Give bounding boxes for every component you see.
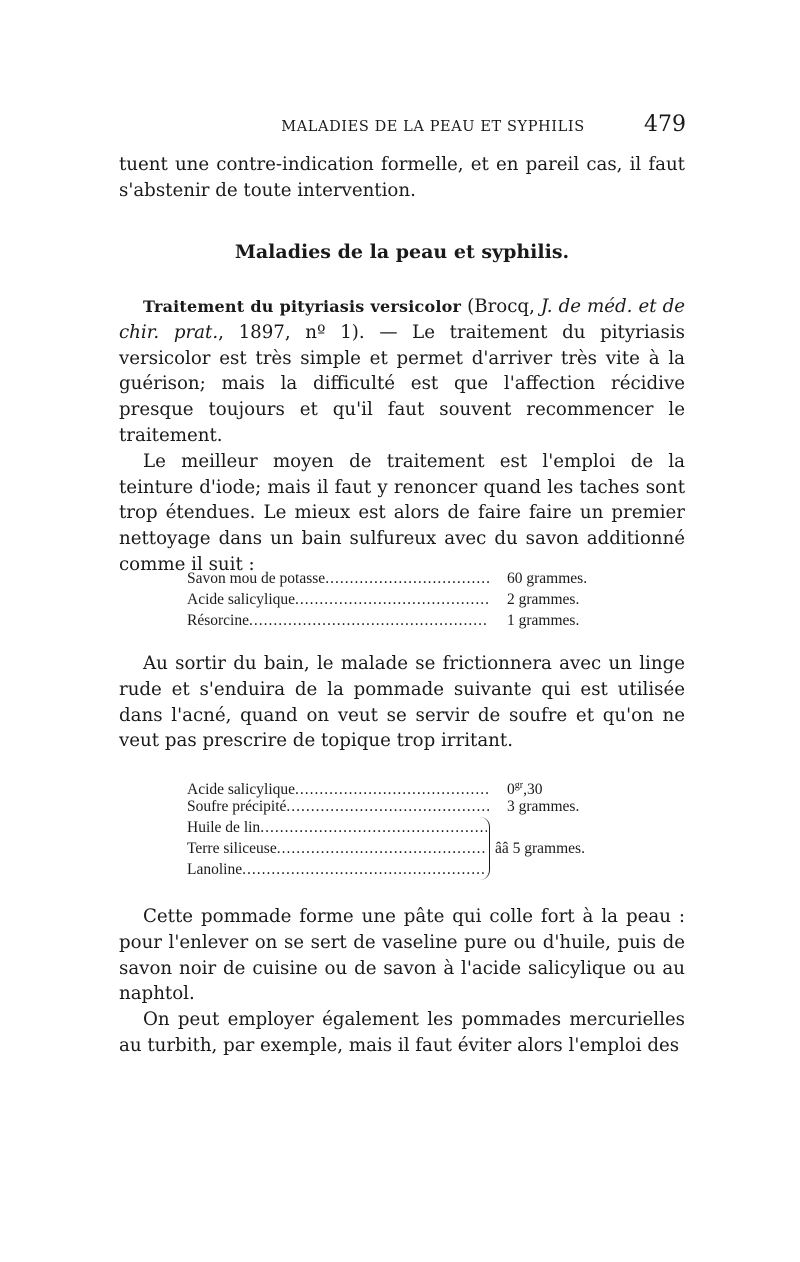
running-title: MALADIES DE LA PEAU ET SYPHILIS [281,119,585,135]
qty-decimal: ,30 [523,781,543,799]
leader-dots [249,610,489,631]
section-title: Maladies de la peau et syphilis. [234,241,570,263]
citation-rest: , 1897, nº 1). — Le traitement du pityriasis versicolor est très simple et permet d'arriver très vite à la guérison; mais la difficulté est que l'affection récidive presque toujours et qu'il faut souvent recommencer le traitement. [119,321,685,446]
ingredient-name: Acide salicylique [187,591,296,608]
qty-integer: 0 [507,781,515,799]
group-quantity: ââ 5 grammes. [495,840,585,857]
paragraph-au-sortir [119,651,685,754]
recipe-row [187,775,627,799]
ingredient-name: Lanoline [187,861,243,878]
recipe-pommade [187,775,627,880]
ingredient-quantity: 2 grammes. [507,591,580,608]
leader-dots [286,796,489,817]
ingredient-quantity: 1 grammes. [507,612,580,629]
recipe-row [187,859,627,880]
recipe-row [187,796,627,817]
ingredient-quantity: 60 grammes. [507,570,588,587]
recipe-row [187,610,627,631]
page-header [120,112,686,142]
paragraph-text [119,294,685,449]
ingredient-name: Résorcine [187,612,249,629]
ingredient-group [187,817,627,880]
page-number: 479 [644,112,686,137]
recipe-row [187,589,627,610]
run-in-heading: Traitement du pityriasis versicolor [143,297,462,316]
paragraph-text: tuent une contre-indication formelle, et en pareil cas, il faut s'abstenir de toute intervention. [119,154,685,201]
leader-dots [295,589,489,610]
paragraph-cette-pommade [119,904,685,1059]
paragraph-text: On peut employer également les pommades mercurielles au turbith, par exemple, mais il faut éviter alors l'emploi des [119,1009,685,1056]
paragraph-continuation [119,152,685,204]
paragraph-text: Le meilleur moyen de traitement est l'emploi de la teinture d'iode; mais il faut y renoncer quand les taches sont trop étendues. Le mieux est alors de faire faire un premier nettoyage dans un bain sulfureux avec du savon additionné comme il suit : [119,450,685,575]
journal-title: J. de méd. et de chir. prat. [119,296,685,343]
ingredient-name: Soufre précipité [187,798,287,815]
leader-dots [325,568,489,589]
ingredient-name: Huile de lin [187,819,261,836]
recipe-row [187,568,627,589]
citation-open: (Brocq, [461,296,541,317]
qty-unit: gr [514,780,524,791]
recipe-row [187,817,627,838]
leader-dots [277,838,487,859]
ingredient-quantity: 3 grammes. [507,798,580,815]
paragraph-traitement [119,294,685,578]
ingredient-name: Terre siliceuse [187,840,277,857]
ingredient-name: Acide salicylique [187,781,296,799]
ingredient-name: Savon mou de potasse [187,570,326,587]
curly-brace [479,817,490,880]
leader-dots [242,859,487,880]
paragraph-text: Au sortir du bain, le malade se frictionnera avec un linge rude et s'enduira de la pommade suivante qui est utilisée dans l'acné, quand on veut se servir de soufre et qu'on ne veut pas prescrire de topique trop irritant. [119,653,685,752]
leader-dots [260,817,487,838]
recipe-bath [187,568,627,631]
paragraph-text: Cette pommade forme une pâte qui colle fort à la peau : pour l'enlever on se sert de vaseline pure ou d'huile, puis de savon noir de cuisine ou de savon à l'acide salicylique ou au naphtol. [119,906,685,1005]
